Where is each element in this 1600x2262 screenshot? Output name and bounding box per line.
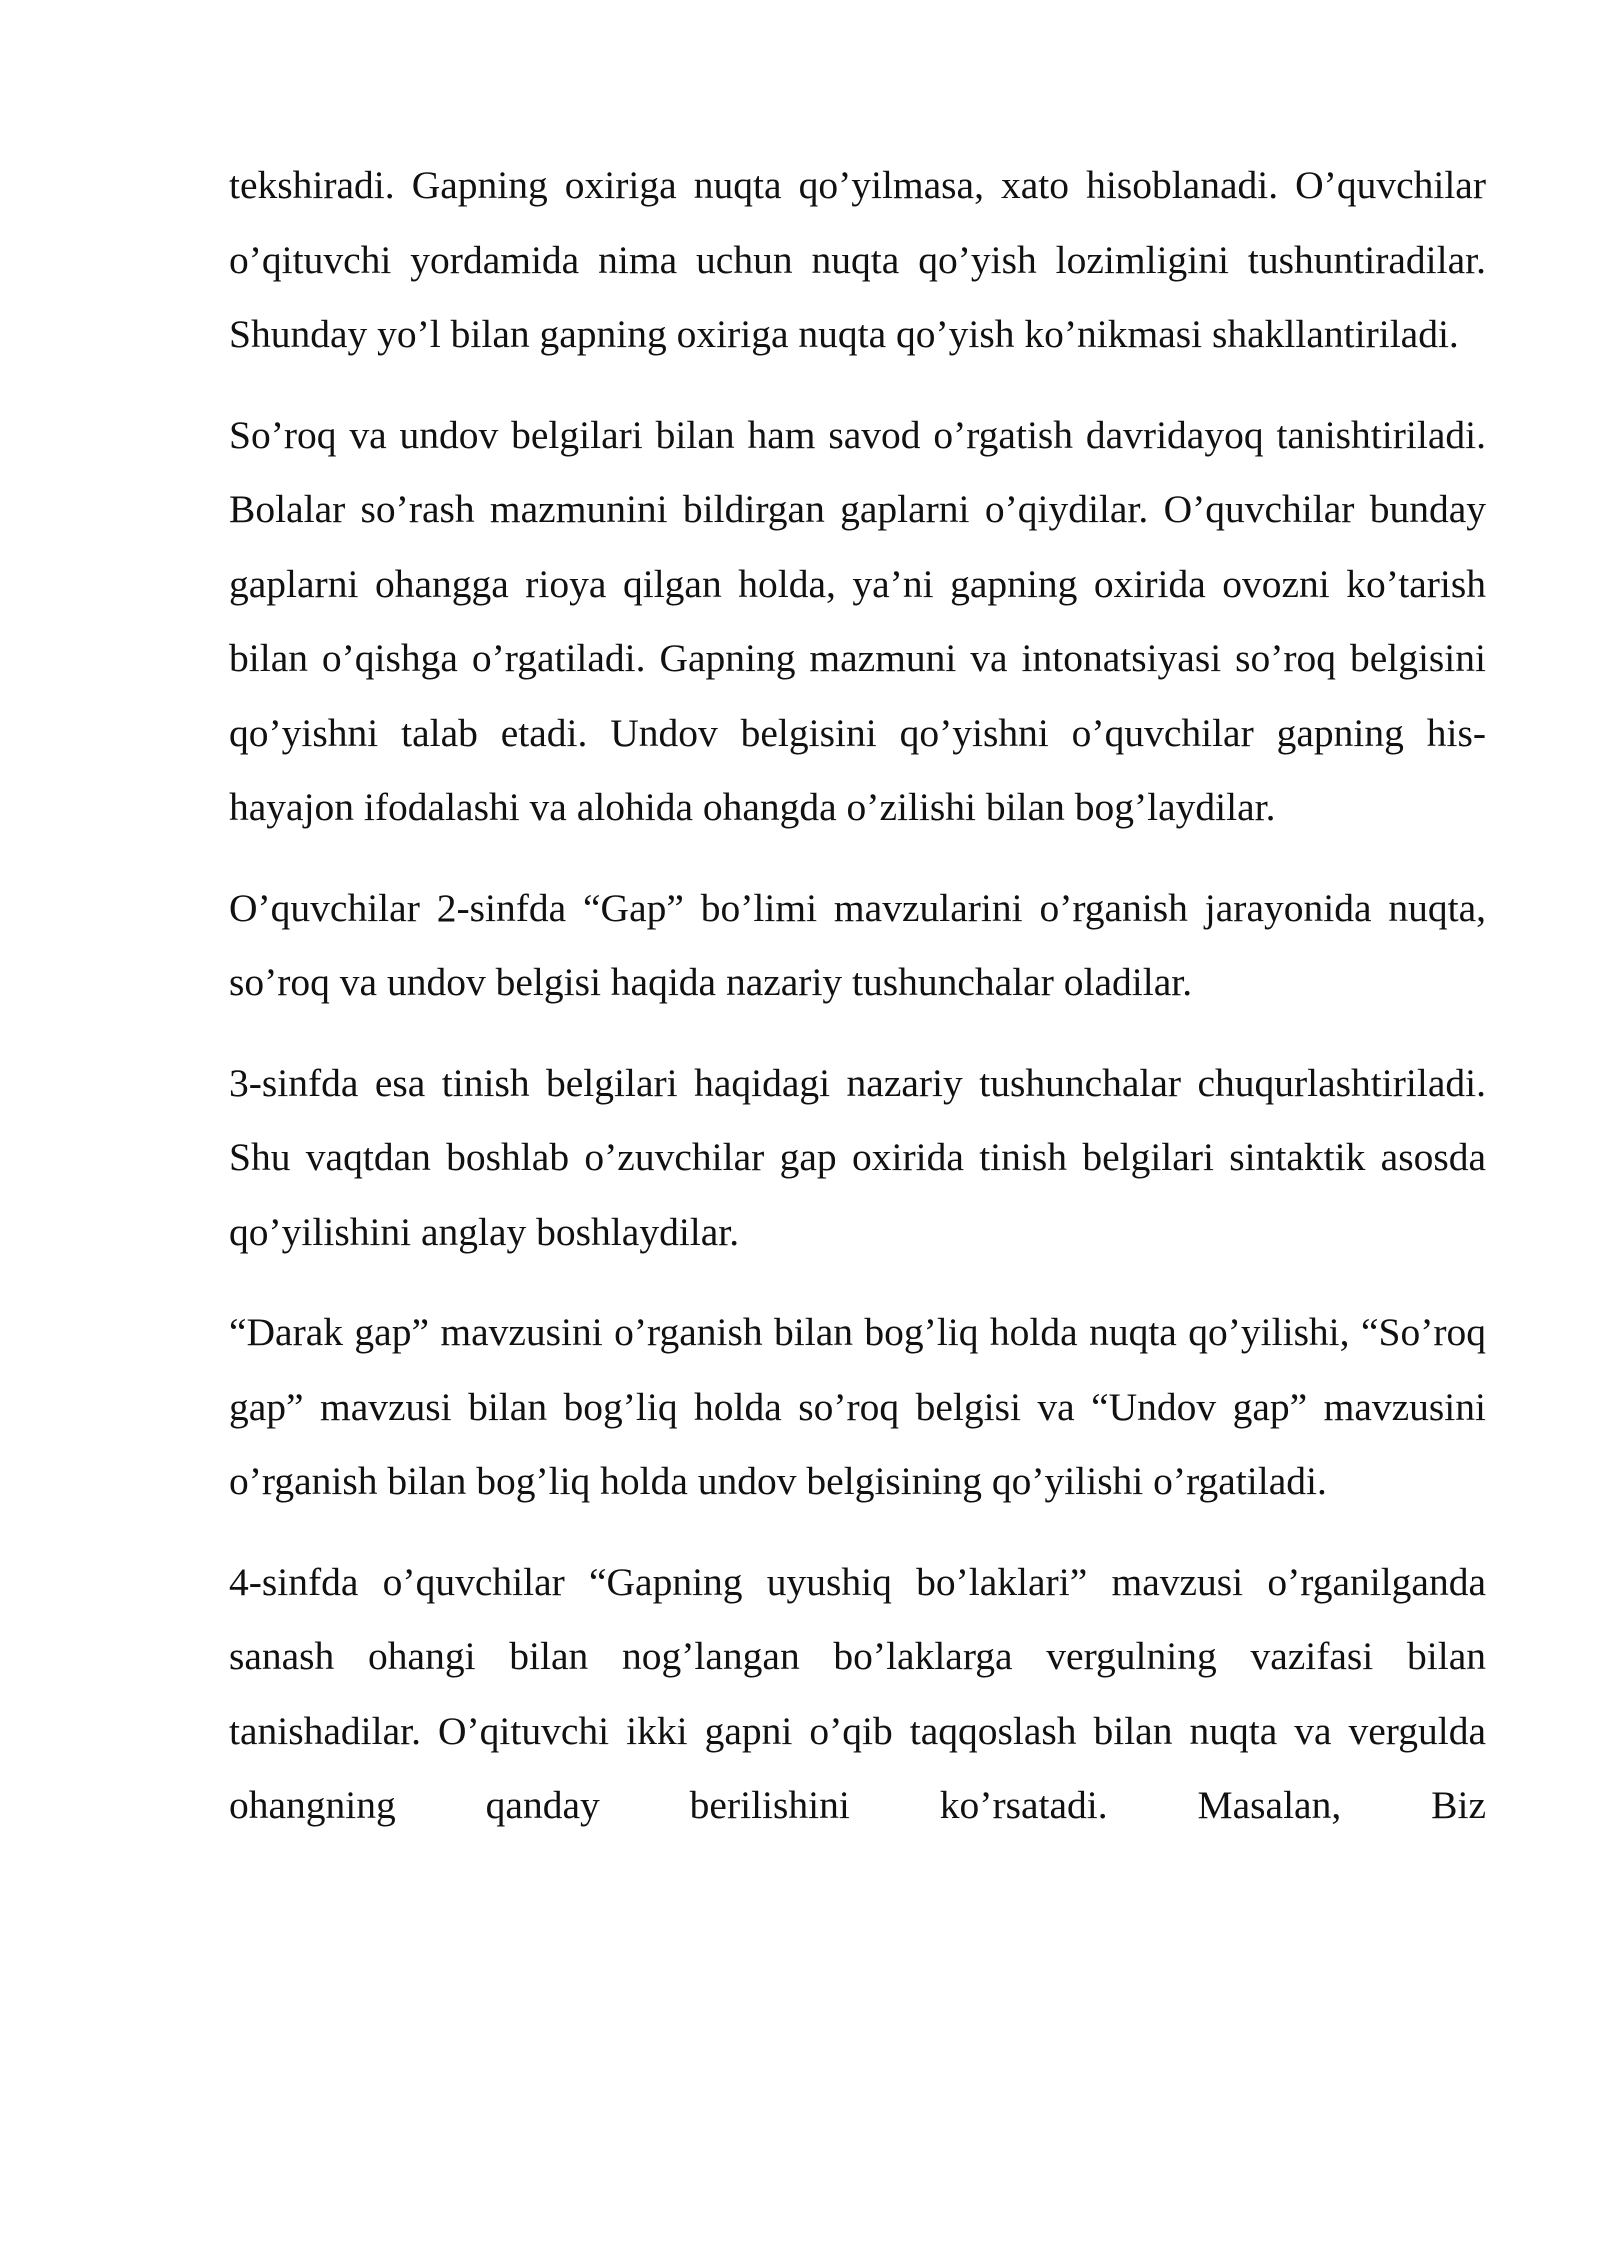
paragraph-2: So’roq va undov belgilari bilan ham savod o’rgatish davridayoq tanishtiriladi. Bolalar so’rash mazmunini bildirgan gaplarni o’qiydilar. O’quvchilar bunday gaplarni ohangga rioya qilgan holda, ya’ni gapning oxirida ovozni ko’tarish bilan o’qishga o’rgatiladi. Gapning mazmuni va intonatsiyasi so’roq belgisini qo’yishni talab etadi. Undov belgisini qo’yishni o’quvchilar gapning his-hayajon ifodalashi va alohida ohangda o’zilishi bilan bog’laydilar. <box>229 412 1486 829</box>
document-body <box>229 148 1486 1869</box>
paragraph-1: tekshiradi. Gapning oxiriga nuqta qo’yilmasa, xato hisoblanadi. O’quvchilar o’qituvchi yordamida nima uchun nuqta qo’yish lozimligini tushuntiradilar. Shunday yo’l bilan gapning oxiriga nuqta qo’yish ko’nikmasi shakllantiriladi. <box>229 163 1486 356</box>
paragraph-6: 4-sinfda o’quvchilar “Gapning uyushiq bo’laklari” mavzusi o’rganilganda sanash ohangi bilan nog’langan bo’laklarga vergulning vazifasi bilan tanishadilar. O’qituvchi ikki gapni o’qib taqqoslash bilan nuqta va vergulda ohangning qanday berilishini ko’rsatadi. Masalan, Biz <box>229 1559 1486 1827</box>
paragraph-3: O’quvchilar 2-sinfda “Gap” bo’limi mavzularini o’rganish jarayonida nuqta, so’roq va undov belgisi haqida nazariy tushunchalar oladilar. <box>229 885 1486 1004</box>
paragraph-4: 3-sinfda esa tinish belgilari haqidagi nazariy tushunchalar chuqurlashtiriladi. Shu vaqtdan boshlab o’zuvchilar gap oxirida tinish belgilari sintaktik asosda qo’yilishini anglay boshlaydilar. <box>229 1060 1486 1254</box>
paragraph-5: “Darak gap” mavzusini o’rganish bilan bog’liq holda nuqta qo’yilishi, “So’roq gap” mavzusi bilan bog’liq holda so’roq belgisi va “Undov gap” mavzusini o’rganish bilan bog’liq holda undov belgisining qo’yilishi o’rgatiladi. <box>229 1310 1486 1503</box>
